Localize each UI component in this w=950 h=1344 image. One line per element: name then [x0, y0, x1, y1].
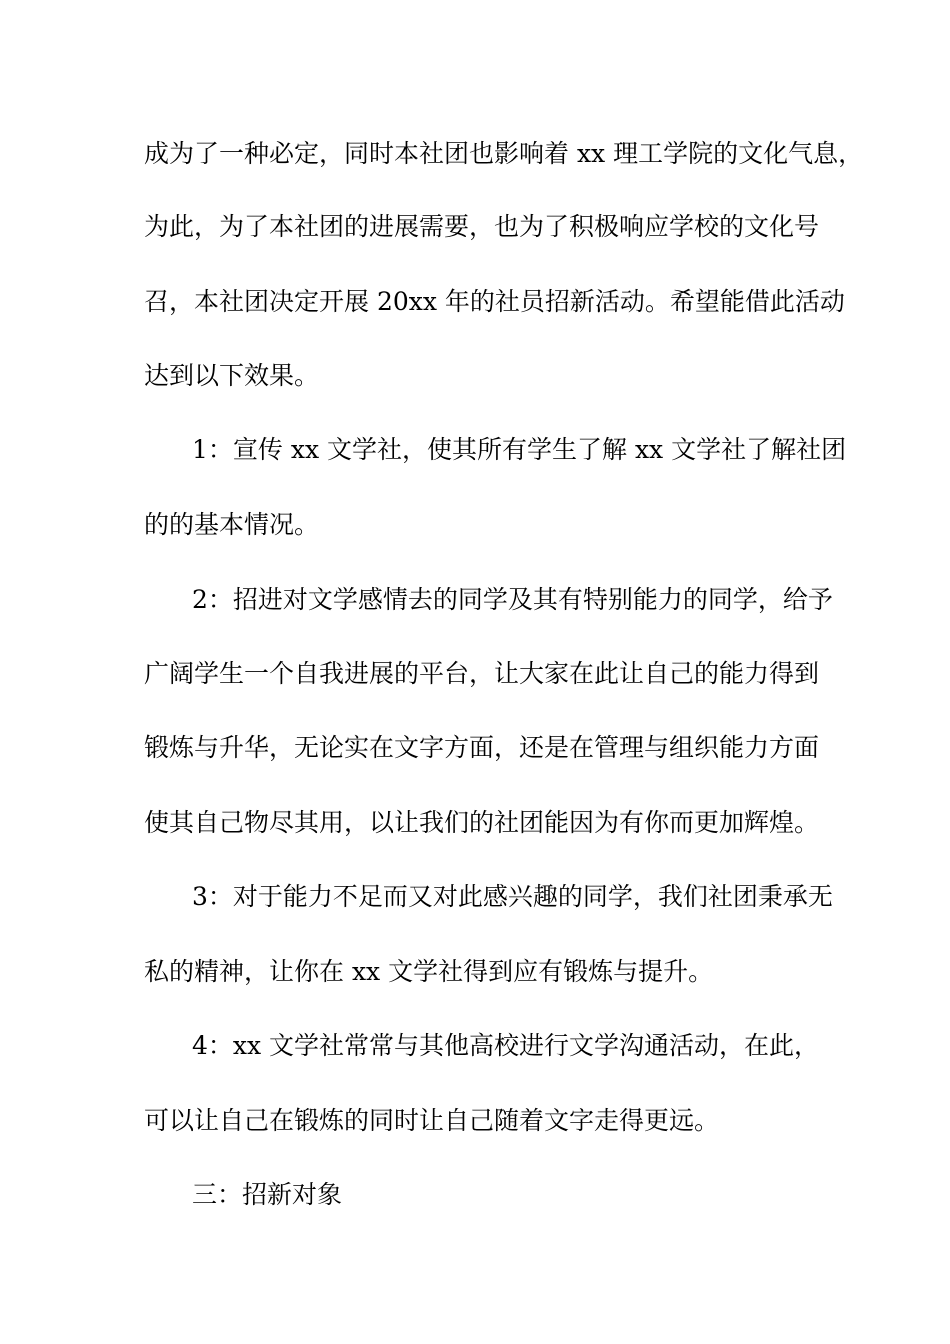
text-line-6: 的的基本情况。 — [144, 510, 320, 539]
text-line-11: 3：对于能力不足而又对此感兴趣的同学，我们社团秉承无 — [192, 882, 833, 911]
text-line-1: 成为了一种必定，同时本社团也影响着 xx 理工学院的文化气息， — [144, 139, 864, 168]
text-line-13: 4：xx 文学社常常与其他高校进行文学沟通活动，在此， — [192, 1031, 820, 1060]
text-line-3: 召，本社团决定开展 20xx 年的社员招新活动。希望能借此活动 — [144, 287, 845, 316]
text-line-2: 为此，为了本社团的进展需要，也为了积极响应学校的文化号 — [144, 212, 820, 241]
text-line-8: 广阔学生一个自我进展的平台，让大家在此让自己的能力得到 — [144, 659, 820, 688]
text-line-10: 使其自己物尽其用，以让我们的社团能因为有你而更加辉煌。 — [144, 808, 820, 837]
text-line-7: 2：招进对文学感情去的同学及其有特别能力的同学，给予 — [192, 585, 833, 614]
text-line-4: 达到以下效果。 — [144, 361, 320, 390]
section-heading: 三：招新对象 — [192, 1180, 343, 1209]
text-line-5: 1：宣传 xx 文学社，使其所有学生了解 xx 文学社了解社团 — [192, 435, 847, 464]
text-line-9: 锻炼与升华，无论实在文字方面，还是在管理与组织能力方面 — [144, 733, 820, 762]
text-line-14: 可以让自己在锻炼的同时让自己随着文字走得更远。 — [144, 1106, 720, 1135]
text-line-12: 私的精神，让你在 xx 文学社得到应有锻炼与提升。 — [144, 957, 714, 986]
